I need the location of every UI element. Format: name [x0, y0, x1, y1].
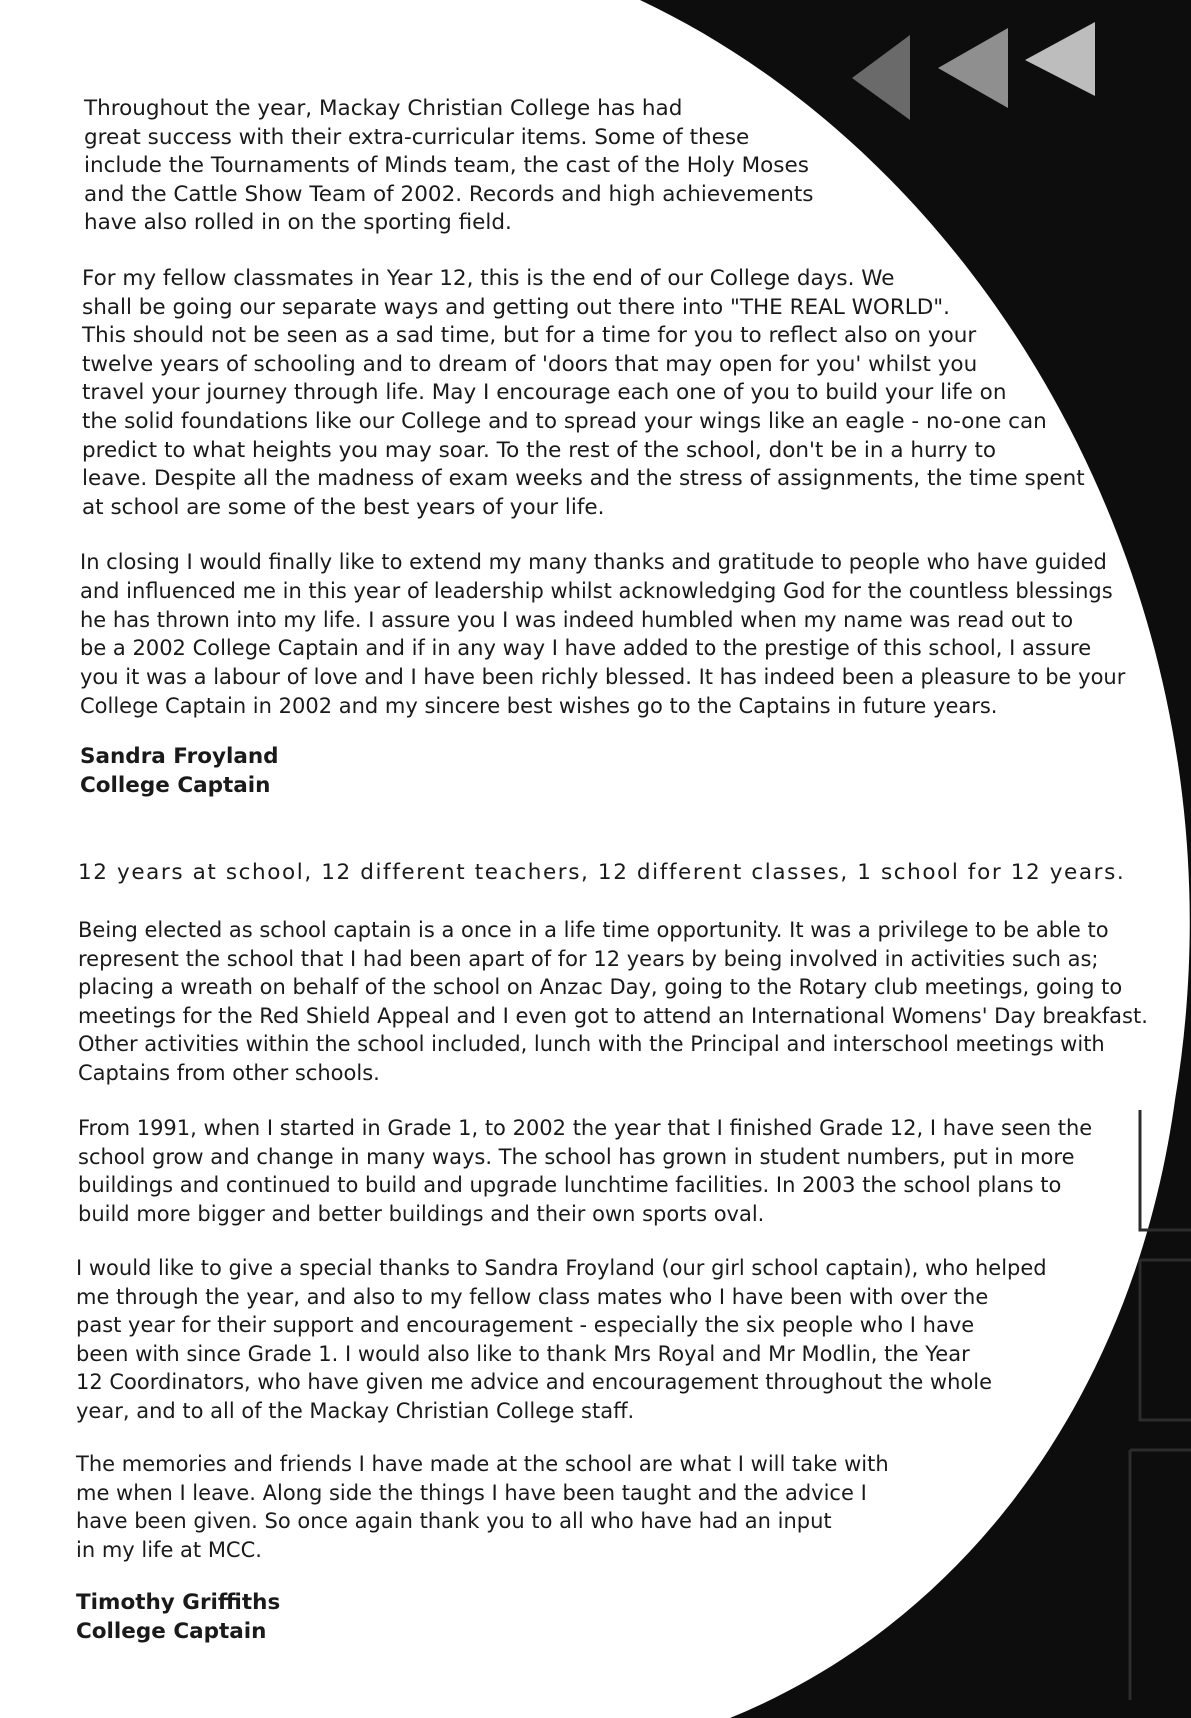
paragraph-classmates: For my fellow classmates in Year 12, this is the end of our College days. We shall be going our separate ways and getting out there into "THE REAL WORLD". This should not be seen as a sad time, but for a time for you to reflect also on your twelve years of schooling and to dream of 'doors that may open for you' whilst you travel your journey through life. May I encourage each one of you to build your life on the solid foundations like our College and to spread your wings like an eagle - no-one can predict to what heights you may soar. To the rest of the school, don't be in a hurry to leave. Despite all the madness of exam weeks and the stress of assignments, the time spent at school are some of the best years of your life.: [82, 266, 1085, 520]
paragraph-closing: In closing I would finally like to extend my many thanks and gratitude to people who have guided and influenced me in this year of leadership whilst acknowledging God for the countless blessings he has thrown into my life. I assure you I was indeed humbled when my name was read out to be a 2002 College Captain and if in any way I have added to the prestige of this school, I assure you it was a labour of love and I have been richly blessed. It has indeed been a pleasure to be your College Captain in 2002 and my sincere best wishes go to the Captains in future years.: [80, 550, 1126, 718]
signature-timothy: [76, 1589, 280, 1646]
signature-title: College Captain: [76, 1618, 267, 1644]
paragraph-history: From 1991, when I started in Grade 1, to 2002 the year that I finished Grade 12, I have seen the school grow and change in many ways. The school has grown in student numbers, put in more buildings and continued to build and upgrade lunchtime facilities. In 2003 the school plans to build more bigger and better buildings and their own sports oval.: [78, 1116, 1093, 1226]
signature-name: Timothy Griffiths: [76, 1590, 281, 1615]
paragraph-extracurricular: Throughout the year, Mackay Christian College has had great success with their extra-curricular items. Some of these include the Tournaments of Minds team, the cast of the Holy Moses and the Cattle Show Team of 2002. Records and high achievements have also rolled in on the sporting field.: [84, 96, 814, 236]
paragraph-thanks: I would like to give a special thanks to Sandra Froyland (our girl school captain), who helped me through the year, and also to my fellow class mates who I have been with over the past year for their support and encouragement - especially the six people who I have been with since Grade 1. I would also like to thank Mrs Royal and Mr Modlin, the Year 12 Coordinators, who have given me advice and encouragement throughout the whole year, and to all of the Mackay Christian College staff.: [76, 1256, 1047, 1423]
paragraph-elected: Being elected as school captain is a once in a life time opportunity. It was a privilege to be able to represent the school that I had been apart of for 12 years by being involved in activities such as; placing a wreath on behalf of the school on Anzac Day, going to the Rotary club meetings, going to meetings for the Red Shield Appeal and I even got to attend an International Womens' Day breakfast. Other activities within the school included, lunch with the Principal and interschool meetings with Captains from other schools.: [78, 918, 1148, 1085]
paragraph-memories: The memories and friends I have made at the school are what I will take with me when I leave. Along side the things I have been taught and the advice I have been given. So once again thank you to all who have had an input in my life at MCC.: [76, 1452, 889, 1562]
signature-name: Sandra Froyland: [80, 744, 279, 769]
intro-line: 12 years at school, 12 different teachers, 12 different classes, 1 school for 12 years.: [78, 860, 1126, 885]
signature-title: College Captain: [80, 772, 271, 798]
signature-sandra: [80, 743, 279, 800]
